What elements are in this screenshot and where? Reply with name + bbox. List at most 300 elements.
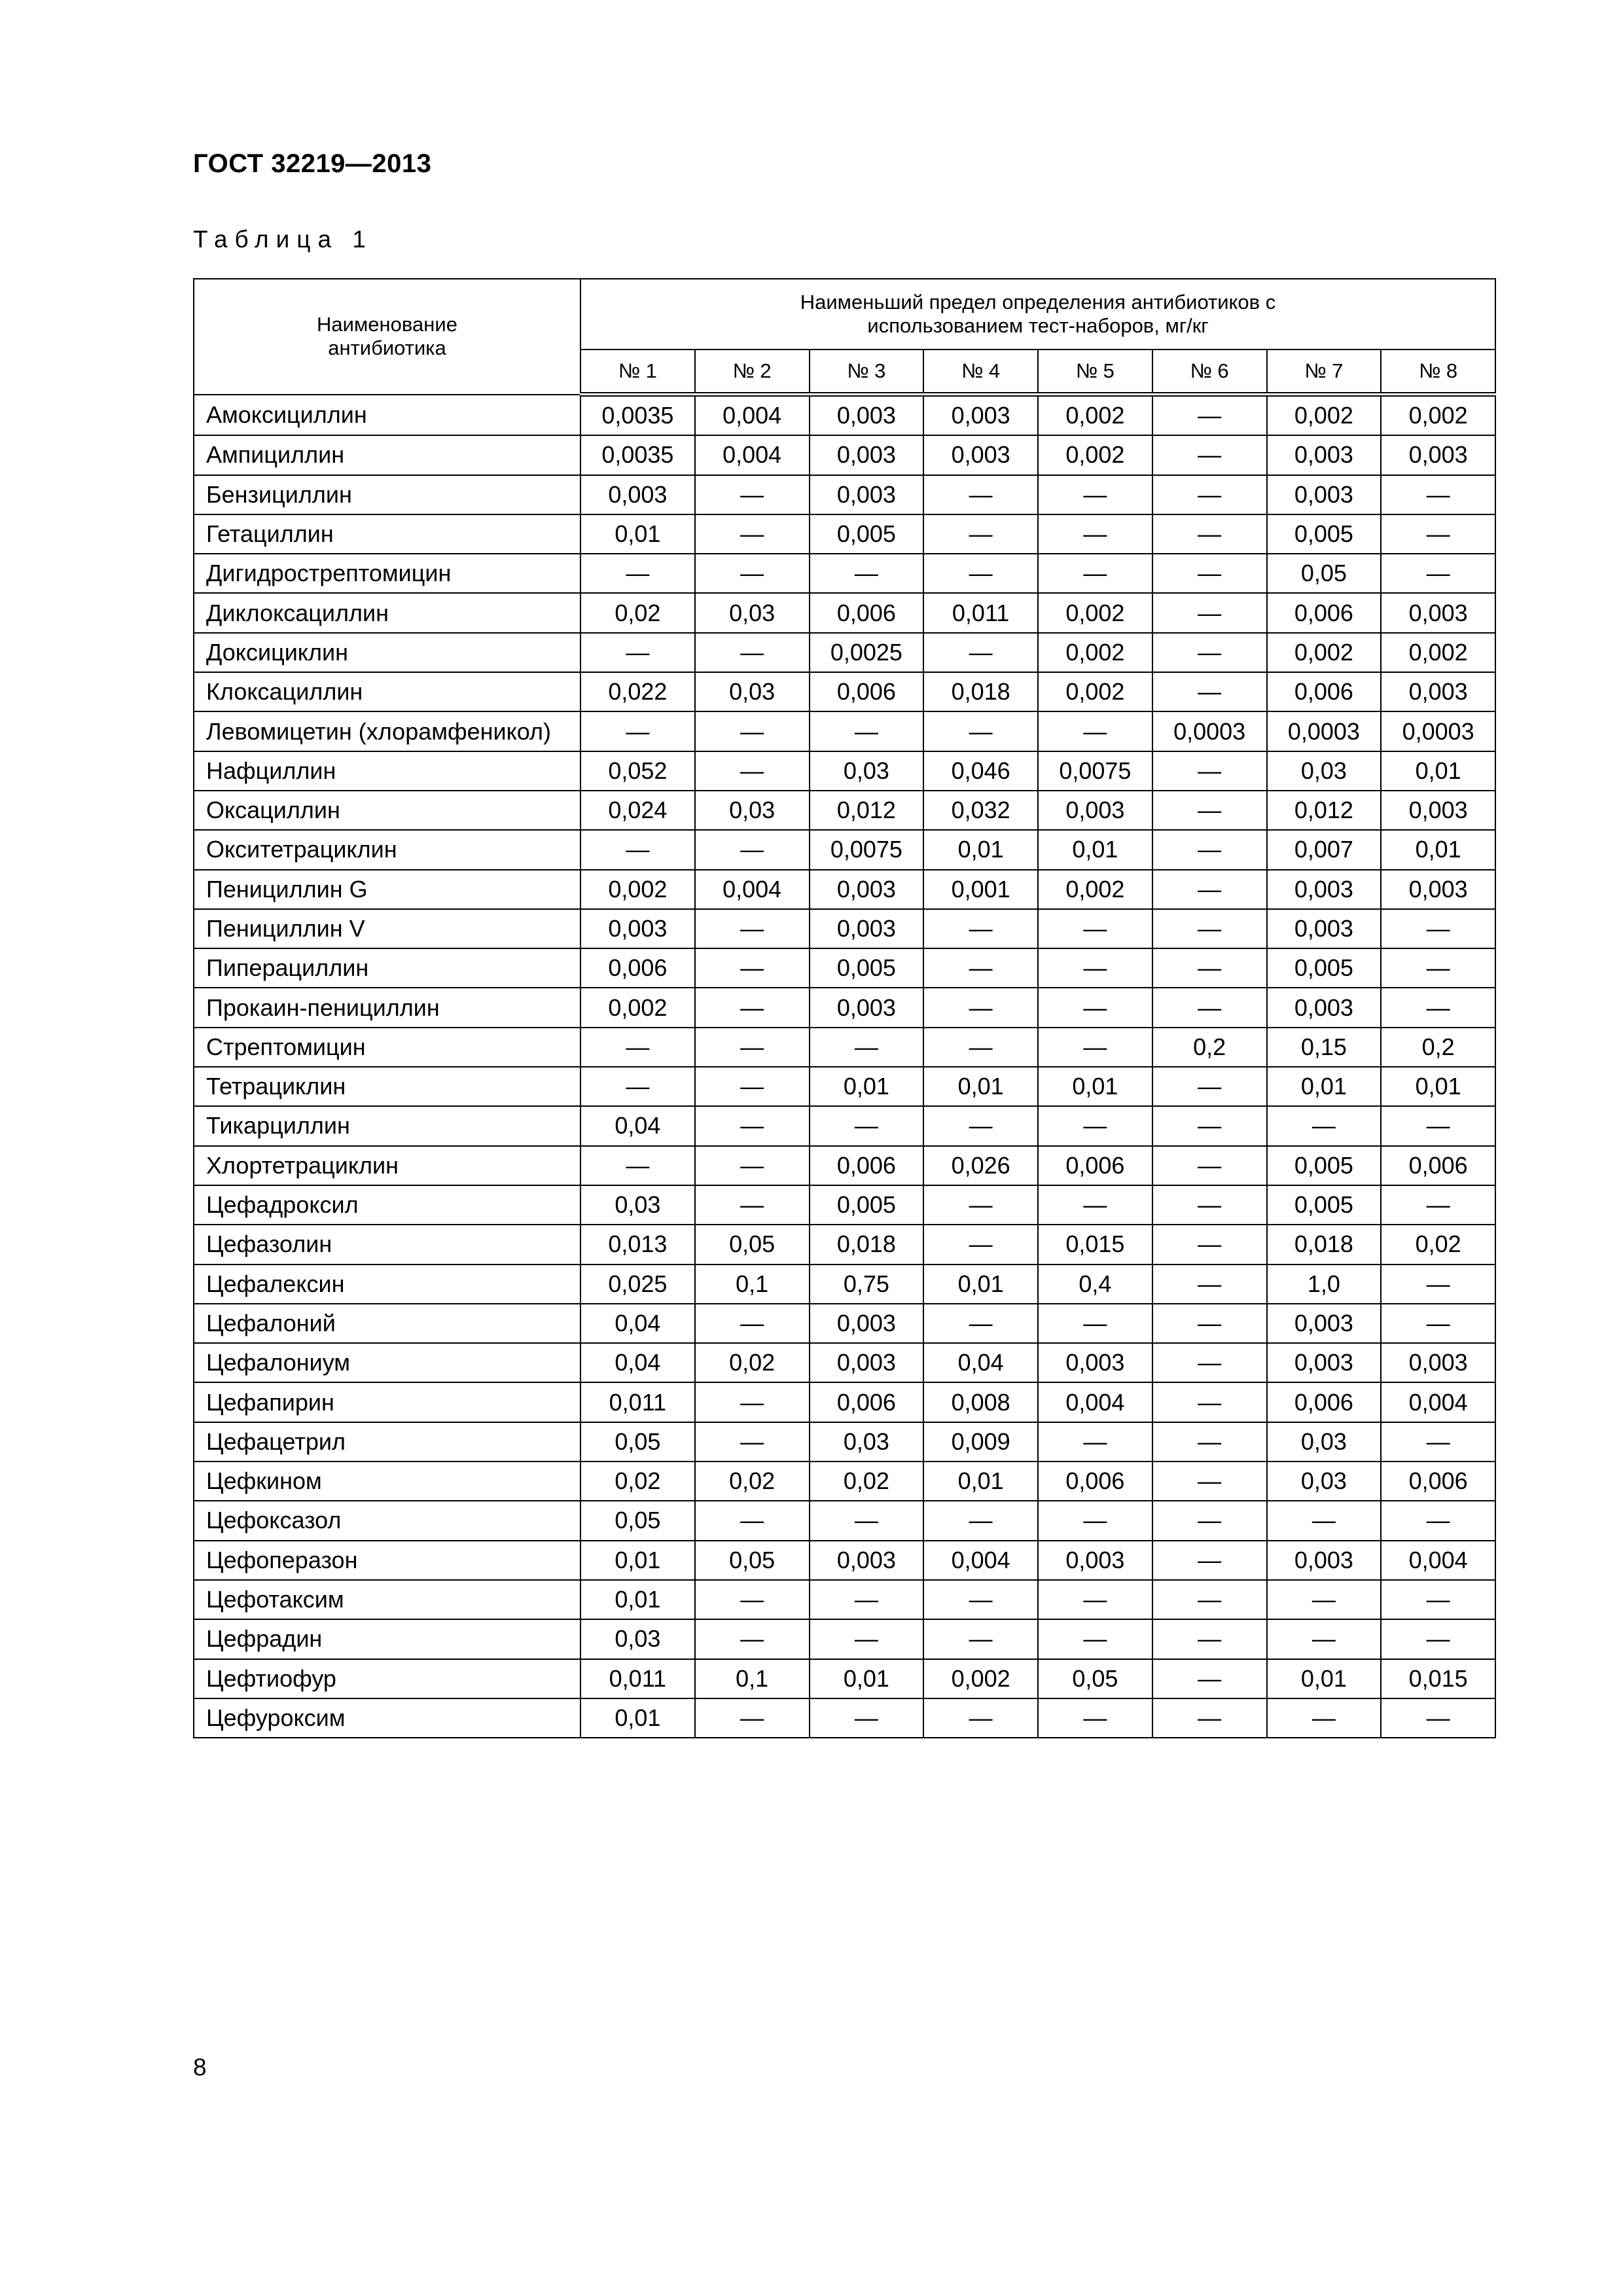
table-row	[194, 672, 1495, 711]
table-row	[194, 1501, 1495, 1540]
table-row	[194, 1659, 1495, 1698]
detection-limit-value: —	[1152, 395, 1267, 436]
table-row	[194, 988, 1495, 1027]
antibiotic-name: Цефоксазол	[194, 1501, 580, 1540]
detection-limit-value: —	[923, 1185, 1038, 1225]
detection-limit-value: 0,003	[580, 909, 695, 948]
detection-limit-value: 0,005	[1267, 948, 1382, 988]
table-row	[194, 830, 1495, 869]
detection-limit-value: —	[1152, 1580, 1267, 1619]
detection-limit-value: —	[1038, 1501, 1152, 1540]
detection-limit-header	[580, 279, 1495, 350]
table-row	[194, 1619, 1495, 1659]
detection-limit-value: —	[1038, 1580, 1152, 1619]
antibiotic-name: Цефалоний	[194, 1304, 580, 1343]
detection-limit-value: 0,05	[695, 1225, 810, 1264]
detection-limit-value: —	[695, 554, 810, 593]
detection-limit-value: 0,003	[1381, 593, 1495, 632]
antibiotic-name: Дигидрострептомицин	[194, 554, 580, 593]
page-number: 8	[193, 2054, 207, 2081]
table-row	[194, 1146, 1495, 1185]
detection-limit-value: 0,003	[1381, 1343, 1495, 1382]
detection-limit-value: 0,003	[1038, 1343, 1152, 1382]
detection-limit-value: —	[1152, 1659, 1267, 1698]
detection-limit-value: 0,003	[810, 475, 924, 514]
detection-limit-value: 0,006	[810, 1146, 924, 1185]
detection-limit-value: 0,011	[580, 1382, 695, 1422]
detection-limit-value: —	[695, 1422, 810, 1462]
table-row	[194, 1028, 1495, 1067]
table-row	[194, 593, 1495, 632]
detection-limit-value: 0,006	[810, 1382, 924, 1422]
detection-limit-value: —	[1152, 475, 1267, 514]
detection-limit-value: —	[580, 830, 695, 869]
detection-limit-value: —	[1152, 1304, 1267, 1343]
table-row	[194, 514, 1495, 554]
detection-limit-value: 0,01	[580, 1580, 695, 1619]
detection-limit-value: 0,003	[1267, 988, 1382, 1027]
detection-limit-value: 0,003	[810, 1343, 924, 1382]
table-row	[194, 948, 1495, 988]
detection-limit-value: 0,002	[1038, 435, 1152, 475]
antibiotic-name: Левомицетин (хлорамфеникол)	[194, 711, 580, 751]
antibiotic-name: Доксициклин	[194, 633, 580, 672]
detection-limit-value: —	[695, 830, 810, 869]
detection-limit-value: 0,004	[695, 870, 810, 909]
detection-limit-value: 0,05	[1267, 554, 1382, 593]
detection-limit-value: —	[695, 1698, 810, 1738]
detection-limit-value: —	[695, 751, 810, 791]
antibiotic-name: Прокаин-пенициллин	[194, 988, 580, 1027]
detection-limit-value: —	[1038, 1698, 1152, 1738]
detection-limit-value: 0,006	[580, 948, 695, 988]
detection-limit-value: 0,002	[1381, 633, 1495, 672]
detection-limit-value: 0,006	[1267, 672, 1382, 711]
antibiotic-name-header	[194, 279, 580, 395]
detection-limit-value: —	[695, 1106, 810, 1145]
detection-limit-value: —	[810, 1501, 924, 1540]
detection-limit-value: —	[1381, 988, 1495, 1027]
detection-limit-value: 0,015	[1038, 1225, 1152, 1264]
antibiotic-name: Тикарциллин	[194, 1106, 580, 1145]
detection-limit-value: —	[1152, 1343, 1267, 1382]
detection-limit-value: 0,01	[923, 1265, 1038, 1304]
detection-limit-value: 0,003	[810, 435, 924, 475]
detection-limit-value: —	[810, 1619, 924, 1659]
detection-limit-value: 0,046	[923, 751, 1038, 791]
detection-limit-value: 0,2	[1381, 1028, 1495, 1067]
antibiotic-name: Цефоперазон	[194, 1541, 580, 1580]
detection-limit-value: 0,02	[1381, 1225, 1495, 1264]
antibiotic-name: Гетациллин	[194, 514, 580, 554]
table-row	[194, 435, 1495, 475]
detection-limit-value: 0,002	[1038, 672, 1152, 711]
column-header-8: № 8	[1381, 350, 1495, 395]
detection-limit-value: 0,0035	[580, 395, 695, 436]
antibiotic-name: Стрептомицин	[194, 1028, 580, 1067]
detection-limit-value: 0,006	[1267, 1382, 1382, 1422]
detection-limit-value: —	[1267, 1580, 1382, 1619]
detection-limit-value: 0,0003	[1381, 711, 1495, 751]
detection-limit-value: —	[1152, 1619, 1267, 1659]
detection-limit-value: —	[1381, 948, 1495, 988]
detection-limit-value: —	[1267, 1501, 1382, 1540]
detection-limit-value: —	[1038, 1619, 1152, 1659]
antibiotic-name: Амоксициллин	[194, 395, 580, 436]
detection-limit-value: 0,003	[810, 909, 924, 948]
detection-limit-value: —	[1152, 988, 1267, 1027]
antibiotic-name: Цефалониум	[194, 1343, 580, 1382]
detection-limit-value: —	[1381, 1619, 1495, 1659]
detection-limit-value: 0,006	[810, 593, 924, 632]
detection-limit-value: 0,003	[1038, 791, 1152, 830]
detection-limit-value: —	[923, 1619, 1038, 1659]
detection-limit-value: 0,01	[1267, 1067, 1382, 1106]
antibiotic-name: Цефадроксил	[194, 1185, 580, 1225]
detection-limit-value: 0,004	[695, 435, 810, 475]
detection-limit-value: 0,01	[923, 1462, 1038, 1501]
detection-limit-value: 0,01	[1381, 751, 1495, 791]
detection-limit-value: 0,006	[1381, 1462, 1495, 1501]
antibiotic-name: Цефрадин	[194, 1619, 580, 1659]
detection-limit-value: —	[810, 554, 924, 593]
detection-limit-value: —	[695, 909, 810, 948]
column-header-4: № 4	[923, 350, 1038, 395]
antibiotic-name: Бензициллин	[194, 475, 580, 514]
detection-limit-value: 0,006	[1267, 593, 1382, 632]
detection-limit-value: 0,002	[1267, 633, 1382, 672]
detection-limit-value: 0,003	[1381, 435, 1495, 475]
detection-limit-value: —	[810, 711, 924, 751]
detection-limit-value: 0,03	[810, 1422, 924, 1462]
detection-limit-value: —	[1381, 1580, 1495, 1619]
antibiotic-name: Нафциллин	[194, 751, 580, 791]
detection-limit-value: —	[695, 1382, 810, 1422]
detection-limit-value: 0,011	[580, 1659, 695, 1698]
detection-limit-value: 0,01	[580, 1541, 695, 1580]
detection-limit-value: 0,05	[695, 1541, 810, 1580]
detection-limit-value: —	[1381, 554, 1495, 593]
detection-limit-value: —	[1152, 672, 1267, 711]
antibiotic-name: Пенициллин V	[194, 909, 580, 948]
detection-limit-value: —	[923, 1028, 1038, 1067]
detection-limit-value: 0,005	[1267, 1146, 1382, 1185]
detection-limit-value: —	[695, 633, 810, 672]
detection-limit-value: 0,009	[923, 1422, 1038, 1462]
detection-limit-value: 0,0003	[1152, 711, 1267, 751]
table-row	[194, 1067, 1495, 1106]
detection-limit-value: —	[810, 1698, 924, 1738]
detection-limit-value: 0,01	[810, 1659, 924, 1698]
detection-limit-value: —	[1152, 948, 1267, 988]
detection-limit-value: —	[695, 1067, 810, 1106]
detection-limit-value: 0,025	[580, 1265, 695, 1304]
antibiotic-name: Цефотаксим	[194, 1580, 580, 1619]
detection-limit-value: —	[1038, 1422, 1152, 1462]
detection-limit-value: 0,03	[580, 1185, 695, 1225]
detection-limit-value: 0,007	[1267, 830, 1382, 869]
detection-limit-value: —	[810, 1580, 924, 1619]
detection-limit-value: 0,003	[1267, 1304, 1382, 1343]
detection-limit-value: —	[1152, 1146, 1267, 1185]
detection-limit-value: —	[923, 988, 1038, 1027]
detection-limit-value: 0,004	[1381, 1541, 1495, 1580]
detection-limit-value: —	[1267, 1698, 1382, 1738]
antibiotic-name: Цефкином	[194, 1462, 580, 1501]
detection-limit-value: —	[1381, 1698, 1495, 1738]
detection-limit-value: 0,03	[1267, 1462, 1382, 1501]
detection-limit-value: —	[1038, 554, 1152, 593]
table-row	[194, 711, 1495, 751]
detection-limit-value: —	[1038, 1106, 1152, 1145]
detection-limit-value: 0,003	[923, 395, 1038, 436]
detection-limit-value: 0,03	[695, 672, 810, 711]
detection-limit-value: 0,01	[580, 1698, 695, 1738]
detection-limit-value: 0,0035	[580, 435, 695, 475]
antibiotic-name: Окситетрациклин	[194, 830, 580, 869]
detection-limit-value: —	[1152, 1541, 1267, 1580]
column-header-3: № 3	[810, 350, 924, 395]
detection-limit-value: 0,03	[1267, 751, 1382, 791]
detection-limit-value: —	[1381, 514, 1495, 554]
column-header-5: № 5	[1038, 350, 1152, 395]
table-row	[194, 1225, 1495, 1264]
detection-limit-value: —	[1152, 1067, 1267, 1106]
detection-limit-value: —	[1381, 1501, 1495, 1540]
detection-limit-value: 0,006	[810, 672, 924, 711]
detection-limit-value: —	[1152, 1698, 1267, 1738]
detection-limit-value: —	[1267, 1619, 1382, 1659]
detection-limit-value: 0,04	[580, 1106, 695, 1145]
detection-limit-value: 0,0075	[810, 830, 924, 869]
detection-limit-value: 0,005	[1267, 1185, 1382, 1225]
table-row	[194, 1580, 1495, 1619]
detection-limit-value: 0,002	[1267, 395, 1382, 436]
detection-limit-value: 0,05	[580, 1422, 695, 1462]
detection-limit-value: 0,005	[1267, 514, 1382, 554]
detection-limit-value: —	[695, 475, 810, 514]
detection-limit-value: 0,003	[810, 395, 924, 436]
detection-limit-value: 0,052	[580, 751, 695, 791]
table-row	[194, 1185, 1495, 1225]
detection-limit-value: —	[923, 948, 1038, 988]
detection-limit-value: 0,001	[923, 870, 1038, 909]
table-row	[194, 1265, 1495, 1304]
detection-limit-value: 0,015	[1381, 1659, 1495, 1698]
detection-limit-value: —	[1038, 1304, 1152, 1343]
detection-limit-value: —	[695, 988, 810, 1027]
detection-limit-value: —	[1381, 1265, 1495, 1304]
detection-limit-value: —	[923, 514, 1038, 554]
detection-limit-value: 0,018	[810, 1225, 924, 1264]
detection-limit-value: 0,15	[1267, 1028, 1382, 1067]
detection-limit-value: 0,004	[695, 395, 810, 436]
detection-limit-value: 0,003	[810, 1541, 924, 1580]
detection-limit-value: 0,018	[1267, 1225, 1382, 1264]
detection-limit-value: 0,04	[580, 1304, 695, 1343]
detection-limit-value: 0,002	[580, 988, 695, 1027]
detection-limit-value: 0,1	[695, 1659, 810, 1698]
detection-limit-value: 0,003	[1267, 870, 1382, 909]
detection-limit-value: 0,003	[1267, 1343, 1382, 1382]
detection-limit-value: 0,003	[1267, 1541, 1382, 1580]
table-row	[194, 751, 1495, 791]
detection-limit-value: 0,022	[580, 672, 695, 711]
detection-limit-value: —	[923, 633, 1038, 672]
detection-limit-value: 0,02	[695, 1462, 810, 1501]
detection-limit-value: 0,03	[1267, 1422, 1382, 1462]
detection-limit-value: —	[1152, 909, 1267, 948]
detection-limit-value: —	[1038, 475, 1152, 514]
detection-limit-value: 0,003	[1381, 791, 1495, 830]
detection-limit-value: —	[923, 909, 1038, 948]
detection-limit-value: 0,003	[1381, 672, 1495, 711]
antibiotic-name: Цефацетрил	[194, 1422, 580, 1462]
detection-limit-value: —	[923, 1698, 1038, 1738]
table-row	[194, 1343, 1495, 1382]
detection-limit-value: —	[580, 711, 695, 751]
detection-limit-value: 0,002	[1038, 633, 1152, 672]
detection-limit-value: —	[580, 554, 695, 593]
detection-limit-value: —	[1152, 1422, 1267, 1462]
detection-limit-value: 0,018	[923, 672, 1038, 711]
table-row	[194, 475, 1495, 514]
column-header-6: № 6	[1152, 350, 1267, 395]
detection-limit-value: —	[1152, 751, 1267, 791]
antibiotic-name: Цефуроксим	[194, 1698, 580, 1738]
table-row	[194, 1541, 1495, 1580]
detection-limit-value: 0,03	[695, 593, 810, 632]
detection-limit-value: 0,01	[923, 830, 1038, 869]
table-row	[194, 1304, 1495, 1343]
antibiotic-name-header-text: Наименование антибиотика	[317, 313, 457, 360]
detection-limit-value: 0,01	[1267, 1659, 1382, 1698]
detection-limit-value: 0,003	[1267, 475, 1382, 514]
detection-limit-value: 0,01	[1381, 830, 1495, 869]
detection-limit-value: —	[1152, 593, 1267, 632]
detection-limit-value: —	[923, 1501, 1038, 1540]
table-row	[194, 633, 1495, 672]
detection-limit-value: —	[923, 711, 1038, 751]
detection-limit-value: 0,012	[810, 791, 924, 830]
document-code: ГОСТ 32219—2013	[193, 149, 432, 178]
detection-limit-value: 0,04	[580, 1343, 695, 1382]
table-row	[194, 1382, 1495, 1422]
detection-limit-value: —	[1152, 435, 1267, 475]
detection-limit-value: 0,04	[923, 1343, 1038, 1382]
detection-limit-value: 0,002	[1038, 593, 1152, 632]
detection-limit-value: 0,003	[923, 435, 1038, 475]
detection-limit-value: 0,0025	[810, 633, 924, 672]
detection-limit-value: —	[1038, 909, 1152, 948]
detection-limit-value: —	[810, 1028, 924, 1067]
antibiotic-name: Цефазолин	[194, 1225, 580, 1264]
detection-limit-value: —	[1152, 633, 1267, 672]
detection-limit-header-text: Наименьший предел определения антибиотиков с использованием тест-наборов, мг/кг	[800, 291, 1276, 337]
detection-limit-value: 0,01	[1038, 1067, 1152, 1106]
detection-limit-value: —	[1038, 988, 1152, 1027]
table-row	[194, 1698, 1495, 1738]
detection-limit-value: —	[695, 948, 810, 988]
antibiotic-name: Оксациллин	[194, 791, 580, 830]
detection-limit-value: 0,003	[1267, 909, 1382, 948]
table-row	[194, 1422, 1495, 1462]
column-header-1: № 1	[580, 350, 695, 395]
detection-limit-value: 0,01	[923, 1067, 1038, 1106]
antibiotic-name: Ампициллин	[194, 435, 580, 475]
detection-limit-value: 0,002	[1381, 395, 1495, 436]
detection-limit-value: 0,02	[695, 1343, 810, 1382]
table-row	[194, 1462, 1495, 1501]
detection-limit-value: 0,05	[1038, 1659, 1152, 1698]
detection-limit-value: 0,002	[923, 1659, 1038, 1698]
detection-limit-value: —	[923, 1304, 1038, 1343]
antibiotic-name: Цефтиофур	[194, 1659, 580, 1698]
detection-limit-value: 0,01	[810, 1067, 924, 1106]
detection-limit-value: —	[1152, 1382, 1267, 1422]
detection-limit-value: —	[1381, 909, 1495, 948]
detection-limit-value: —	[810, 1106, 924, 1145]
detection-limit-value: —	[1038, 948, 1152, 988]
detection-limit-value: —	[1152, 870, 1267, 909]
detection-limit-value: —	[695, 1580, 810, 1619]
detection-limit-value: —	[1152, 791, 1267, 830]
detection-limit-value: 0,0003	[1267, 711, 1382, 751]
detection-limit-value: 0,003	[810, 1304, 924, 1343]
antibiotic-name: Цефалексин	[194, 1265, 580, 1304]
detection-limit-value: 0,005	[810, 1185, 924, 1225]
detection-limit-value: —	[1152, 1106, 1267, 1145]
detection-limit-value: 0,1	[695, 1265, 810, 1304]
detection-limit-value: —	[923, 1106, 1038, 1145]
antibiotic-name: Хлортетрациклин	[194, 1146, 580, 1185]
antibiotic-name: Клоксациллин	[194, 672, 580, 711]
detection-limit-value: 0,4	[1038, 1265, 1152, 1304]
detection-limit-value: —	[1381, 1185, 1495, 1225]
detection-limit-value: 0,0075	[1038, 751, 1152, 791]
detection-limit-value: —	[580, 1146, 695, 1185]
detection-limit-value: 1,0	[1267, 1265, 1382, 1304]
detection-limit-value: —	[695, 1028, 810, 1067]
detection-limit-value: 0,012	[1267, 791, 1382, 830]
detection-limit-value: —	[695, 1501, 810, 1540]
detection-limit-value: 0,03	[810, 751, 924, 791]
antibiotic-name: Цефапирин	[194, 1382, 580, 1422]
detection-limit-value: 0,02	[580, 1462, 695, 1501]
detection-limit-value: —	[1038, 1028, 1152, 1067]
detection-limit-value: —	[1381, 1422, 1495, 1462]
detection-limit-value: 0,002	[580, 870, 695, 909]
detection-limit-value: —	[1267, 1106, 1382, 1145]
detection-limit-value: 0,003	[1381, 870, 1495, 909]
detection-limit-value: —	[1152, 514, 1267, 554]
detection-limit-value: 0,026	[923, 1146, 1038, 1185]
detection-limit-value: 0,002	[1038, 870, 1152, 909]
detection-limit-value: 0,003	[1267, 435, 1382, 475]
detection-limit-value: 0,01	[1038, 830, 1152, 869]
detection-limit-value: 0,2	[1152, 1028, 1267, 1067]
detection-limit-value: 0,005	[810, 948, 924, 988]
table-row	[194, 395, 1495, 436]
detection-limit-value: —	[1038, 514, 1152, 554]
detection-limit-value: —	[923, 1225, 1038, 1264]
detection-limit-value: 0,013	[580, 1225, 695, 1264]
detection-limit-value: —	[580, 1028, 695, 1067]
detection-limit-value: —	[1152, 1265, 1267, 1304]
detection-limit-value: —	[923, 554, 1038, 593]
detection-limit-value: 0,024	[580, 791, 695, 830]
detection-limit-value: 0,004	[1038, 1382, 1152, 1422]
